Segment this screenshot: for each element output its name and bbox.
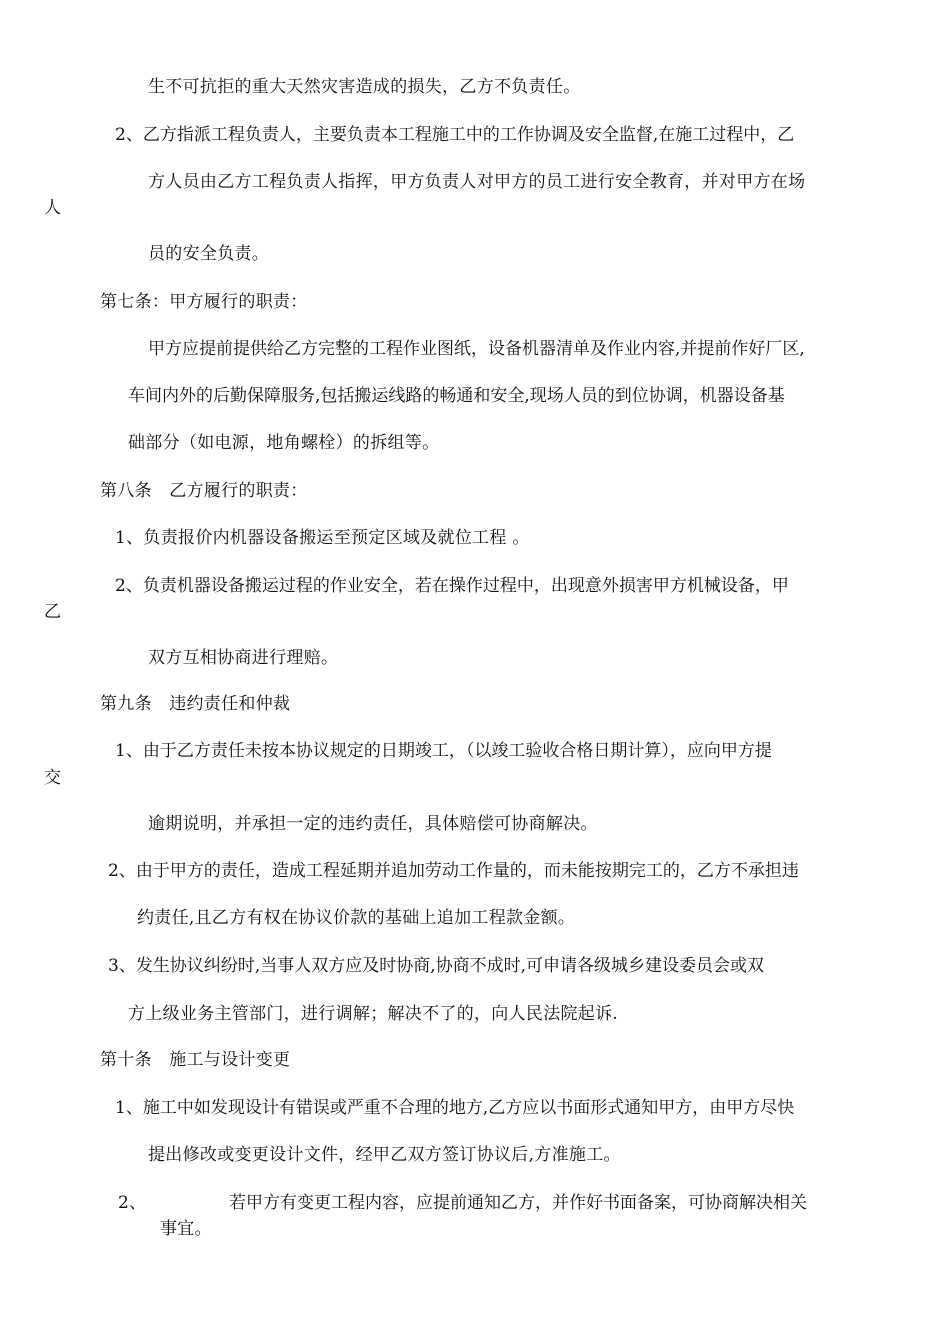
section-heading: 第九条 违约责任和仲裁 — [100, 694, 291, 714]
text-line: 车间内外的后勤保障服务,包括搬运线路的畅通和安全,现场人员的到位协调，机器设备基 — [128, 386, 785, 406]
text-line: 2、 — [118, 1193, 147, 1213]
text-line: 方人员由乙方工程负责人指挥，甲方负责人对甲方的员工进行安全教育，并对甲方在场 — [148, 172, 806, 192]
text-line: 甲方应提前提供给乙方完整的工程作业图纸，设备机器清单及作业内容,并提前作好厂区, — [148, 339, 805, 359]
text-line: 若甲方有变更工程内容，应提前通知乙方，并作好书面备案，可协商解决相关 — [229, 1193, 807, 1213]
text-line: 础部分（如电源，地角螺栓）的拆组等。 — [128, 433, 440, 453]
text-line: 交 — [44, 768, 62, 788]
text-line: 2、乙方指派工程负责人，主要负责本工程施工中的工作协调及安全监督,在施工过程中，乙 — [115, 125, 795, 145]
text-line: 2、负责机器设备搬运过程的作业安全，若在操作过程中，出现意外损害甲方机械设备，甲 — [115, 576, 789, 596]
text-line: 双方互相协商进行理赔。 — [148, 648, 339, 668]
text-line: 1、负责报价内机器设备搬运至预定区域及就位工程 。 — [115, 528, 530, 548]
text-line: 1、施工中如发现设计有错误或严重不合理的地方,乙方应以书面形式通知甲方，由甲方尽快 — [115, 1098, 795, 1118]
text-line: 生不可抗拒的重大天然灾害造成的损失，乙方不负责任。 — [148, 77, 581, 97]
text-line: 逾期说明，并承担一定的违约责任，具体赔偿可协商解决。 — [148, 814, 598, 834]
section-heading: 第十条 施工与设计变更 — [100, 1050, 291, 1070]
text-line: 提出修改或变更设计文件，经甲乙双方签订协议后,方准施工。 — [148, 1145, 621, 1165]
text-line: 1、由于乙方责任未按本协议规定的日期竣工，（以竣工验收合格日期计算），应向甲方提 — [115, 741, 772, 761]
text-line: 员的安全负责。 — [148, 244, 270, 264]
text-line: 事宜。 — [160, 1219, 212, 1239]
section-heading: 第七条：甲方履行的职责： — [100, 292, 308, 312]
text-line: 3、发生协议纠纷时,当事人双方应及时协商,协商不成时,可申请各级城乡建设委员会或双 — [108, 956, 765, 976]
text-line: 乙 — [44, 602, 62, 622]
text-line: 2、由于甲方的责任，造成工程延期并追加劳动工作量的，而未能按期完工的，乙方不承担违 — [108, 861, 799, 881]
section-heading: 第八条 乙方履行的职责： — [100, 481, 308, 501]
text-line: 约责任,且乙方有权在协议价款的基础上追加工程款金额。 — [137, 908, 576, 928]
text-line: 人 — [44, 198, 62, 218]
text-line: 方上级业务主管部门，进行调解；解决不了的，向人民法院起诉. — [128, 1004, 619, 1024]
